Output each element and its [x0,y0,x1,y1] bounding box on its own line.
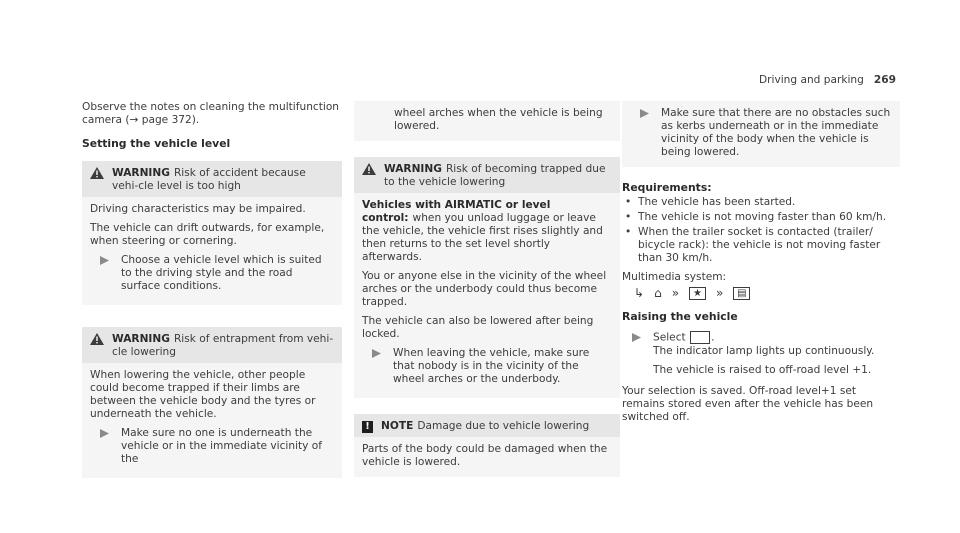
column-1 [82,101,342,492]
warning-box-3 [354,157,620,398]
continuation-text: wheel arches when the vehicle is being lowered. [394,107,603,132]
select-label: Select [653,331,686,344]
bold-lead: Vehicles with AIRMATIC or level control: [362,199,551,224]
column-2 [354,101,620,491]
note-label: NOTE [381,420,414,432]
section-heading: Setting the vehicle level [82,137,231,150]
warning-body: when you unload luggage or leave the vehicle, the vehicle first rises slightly and then returns to the set level shortly afterwards. [362,212,603,263]
double-chevron-icon: » [671,286,680,300]
raising-heading: Raising the vehicle [622,310,738,323]
action-text: Choose a vehicle level which is suited to the driving style and the road surface conditions. [121,254,322,292]
warning-label: WARNING [112,333,170,345]
warning-head: Risk of becoming trapped due to the vehicle lowering [384,163,606,188]
multimedia-label: Multimedia system: [622,271,727,283]
star-icon: ★ [689,287,706,300]
warning-body: When lowering the vehicle, other people could become trapped if their limbs are between the vehicle body and the tyres or underneath the vehicle. [90,369,316,420]
action-arrow-icon [372,349,381,358]
action-text: Make sure no one is underneath the vehicle or in the immediate vicinity of the [121,427,323,465]
page-number: 269 [873,74,896,86]
note-icon: ! [362,421,373,433]
warning-head: Risk of entrapment from vehi-cle lowering [112,333,334,358]
action-arrow-icon [632,333,641,342]
warning-body: Driving characteristics may be impaired. [90,203,306,215]
warning-box-continued [354,101,620,141]
page-header [759,74,896,87]
intro-text: Observe the notes on cleaning the multifunction camera (→ page 372). [82,101,340,126]
warning-head: Risk of accident because vehi-cle level is too high [112,167,306,192]
indicator-text: The indicator lamp lights up continuously. [653,344,875,357]
warning-body: The vehicle can drift outwards, for example, when steering or cornering. [90,222,325,247]
warning-triangle-icon [90,167,104,179]
warning-body: You or anyone else in the vicinity of the wheel arches or the underbody could thus become trapped. [362,270,607,308]
requirements-heading: Requirements: [622,181,712,194]
section-title: Driving and parking [759,74,864,86]
warning-triangle-icon [90,333,104,345]
action-arrow-icon [100,429,109,438]
action-text: Make sure that there are no obstacles such as kerbs underneath or in the immediate vicinity of the body when the vehicle is being lowered. [661,107,891,158]
warning-label: WARNING [384,163,442,175]
note-box [354,414,620,477]
home-icon: ⌂ [654,286,662,300]
action-box-continued [622,101,900,167]
action-arrow-icon [100,256,109,265]
double-chevron-icon: » [716,286,724,300]
warning-body: The vehicle can also be lowered after being locked. [362,315,594,340]
action-text: When leaving the vehicle, make sure that nobody is in the vicinity of the wheel arches or the underbody. [393,347,590,385]
saved-text: Your selection is saved. Off-road level+1 set remains stored even after the vehicle has been switched off. [622,384,874,423]
list-item: • The vehicle has been started. [622,196,900,209]
raised-text: The vehicle is raised to off-road level +1. [653,363,872,376]
list-item: • When the trailer socket is contacted (trailer/ bicycle rack): the vehicle is not moving faster than 30 km/h. [622,226,900,265]
column-3 [622,101,900,430]
warning-label: WARNING [112,167,170,179]
warning-box-2 [82,327,342,478]
return-arrow-icon: ↳ [634,286,645,300]
list-item: • The vehicle is not moving faster than 60 km/h. [622,211,900,224]
action-arrow-icon [640,109,649,118]
warning-box-1 [82,161,342,305]
note-head: Damage due to vehicle lowering [417,420,590,432]
vehicle-icon: ▤ [733,287,750,300]
note-body: Parts of the body could be damaged when the vehicle is lowered. [362,443,608,468]
warning-triangle-icon [362,163,376,175]
vehicle-raise-icon[interactable] [690,331,710,344]
select-step: Select . The indicator lamp lights up continuously. The vehicle is raised to off-road level +1. [622,331,900,377]
requirements-list [622,196,900,265]
navigation-path [634,287,900,300]
